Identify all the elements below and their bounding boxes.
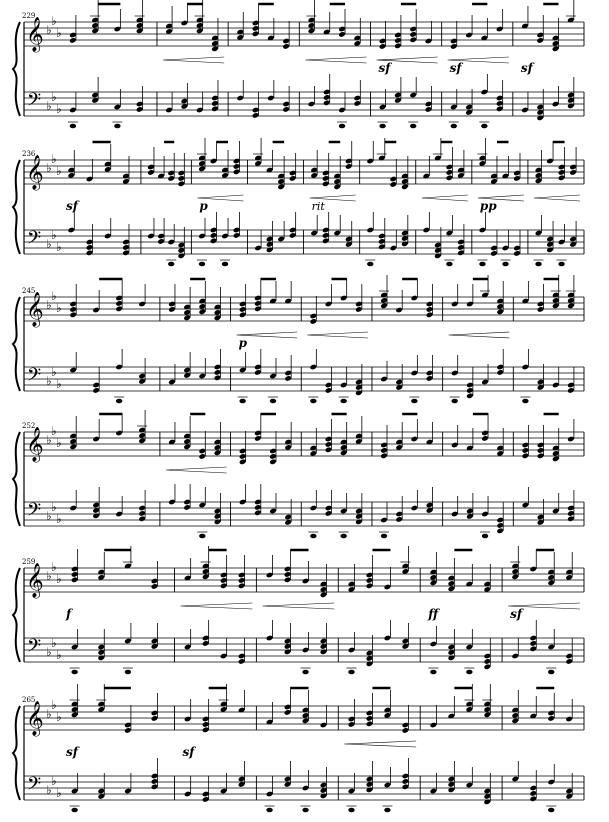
flat-icon: ♭ bbox=[56, 164, 62, 178]
note-head bbox=[384, 808, 390, 813]
measure bbox=[180, 546, 252, 665]
note-head bbox=[116, 399, 122, 404]
dynamic-marking: sf bbox=[520, 61, 533, 75]
flat-icon: ♭ bbox=[51, 424, 57, 438]
measure-number: 252 bbox=[22, 422, 36, 430]
measure bbox=[365, 138, 408, 266]
flat-icon: ♭ bbox=[46, 509, 52, 523]
hairpin bbox=[449, 332, 510, 338]
dynamic-marking: sf bbox=[378, 61, 391, 75]
bass-clef-icon: 𝄢 bbox=[27, 500, 42, 525]
flat-icon: ♭ bbox=[46, 161, 52, 175]
system-1 bbox=[13, 0, 584, 128]
flat-icon: ♭ bbox=[56, 377, 62, 391]
note-head bbox=[446, 262, 452, 267]
hairpin bbox=[305, 57, 366, 63]
treble-clef-icon: 𝄞 bbox=[26, 17, 44, 52]
measure bbox=[310, 141, 356, 248]
system-4 bbox=[13, 410, 584, 538]
flat-icon: ♭ bbox=[51, 636, 57, 650]
dynamic-marking: f bbox=[66, 607, 72, 621]
brace bbox=[13, 160, 20, 254]
dynamic-marking: p bbox=[199, 199, 208, 213]
dynamic-marking: p bbox=[238, 336, 247, 350]
note-head bbox=[199, 262, 205, 267]
measure bbox=[430, 684, 493, 805]
note-head bbox=[70, 124, 76, 129]
note-head bbox=[199, 534, 205, 539]
ritardando-marking: rit bbox=[311, 200, 325, 213]
flat-icon: ♭ bbox=[51, 14, 57, 28]
flat-icon: ♭ bbox=[56, 572, 62, 586]
note-head bbox=[114, 124, 120, 129]
flat-icon: ♭ bbox=[56, 102, 62, 116]
note-head bbox=[479, 262, 485, 267]
measure-number: 245 bbox=[22, 287, 36, 295]
flat-icon: ♭ bbox=[56, 512, 62, 526]
dynamic-marking: sf bbox=[66, 745, 78, 759]
note-head bbox=[535, 262, 541, 267]
flat-icon: ♭ bbox=[51, 500, 57, 514]
flat-icon: ♭ bbox=[46, 298, 52, 312]
note-head bbox=[451, 399, 457, 404]
system-5 bbox=[13, 546, 584, 674]
note-head bbox=[222, 262, 228, 267]
flat-icon: ♭ bbox=[56, 786, 62, 800]
flat-icon: ♭ bbox=[46, 783, 52, 797]
brace bbox=[13, 568, 20, 662]
measure bbox=[379, 275, 433, 403]
note-head bbox=[522, 399, 528, 404]
key-signature-flats bbox=[46, 560, 62, 662]
bass-clef-icon: 𝄢 bbox=[27, 636, 42, 661]
bass-staff bbox=[24, 502, 584, 526]
flat-icon: ♭ bbox=[56, 710, 62, 724]
key-signature-flats bbox=[46, 424, 62, 526]
measure bbox=[422, 138, 468, 266]
note-head bbox=[548, 808, 554, 813]
brace bbox=[13, 432, 20, 526]
flat-icon: ♭ bbox=[46, 569, 52, 583]
key-signature-flats bbox=[46, 698, 62, 800]
measure bbox=[236, 3, 289, 119]
flat-icon: ♭ bbox=[56, 301, 62, 315]
key-signature-flats bbox=[46, 152, 62, 254]
system-2 bbox=[13, 138, 584, 266]
note-head bbox=[367, 262, 373, 267]
flat-icon: ♭ bbox=[51, 365, 57, 379]
note-head bbox=[71, 808, 77, 813]
flat-icon: ♭ bbox=[56, 26, 62, 40]
note-head bbox=[548, 670, 554, 675]
note-head bbox=[430, 670, 436, 675]
hairpin bbox=[180, 603, 252, 609]
flat-icon: ♭ bbox=[51, 152, 57, 166]
note-head bbox=[310, 534, 316, 539]
hairpin bbox=[422, 195, 468, 201]
note-head bbox=[168, 262, 174, 267]
measure-number: 259 bbox=[22, 558, 36, 566]
hairpin bbox=[163, 57, 224, 63]
note-head bbox=[266, 808, 272, 813]
hairpin bbox=[262, 603, 334, 609]
brace bbox=[13, 297, 20, 391]
flat-icon: ♭ bbox=[46, 23, 52, 37]
bass-clef-icon: 𝄢 bbox=[27, 228, 42, 253]
flat-icon: ♭ bbox=[46, 707, 52, 721]
hairpin bbox=[534, 195, 580, 201]
treble-clef-icon: 𝄞 bbox=[26, 292, 44, 327]
measure bbox=[449, 275, 510, 403]
note-head bbox=[411, 399, 417, 404]
flat-icon: ♭ bbox=[46, 99, 52, 113]
measure bbox=[70, 684, 159, 812]
measure bbox=[522, 414, 575, 526]
measure bbox=[305, 0, 366, 128]
flat-icon: ♭ bbox=[46, 645, 52, 659]
measure bbox=[346, 546, 410, 674]
note-head bbox=[339, 124, 345, 129]
note-head bbox=[310, 399, 316, 404]
hairpin bbox=[166, 467, 227, 473]
flat-icon: ♭ bbox=[46, 433, 52, 447]
measure bbox=[70, 546, 159, 674]
dynamic-marking: ff bbox=[428, 607, 439, 621]
measure bbox=[68, 0, 145, 128]
flat-icon: ♭ bbox=[46, 237, 52, 251]
flat-icon: ♭ bbox=[56, 648, 62, 662]
measure-number: 236 bbox=[22, 150, 36, 158]
dynamic-marking: sf bbox=[449, 61, 462, 75]
note-head bbox=[348, 670, 354, 675]
note-head bbox=[302, 808, 308, 813]
bass-clef-icon: 𝄢 bbox=[27, 774, 42, 799]
note-head bbox=[558, 262, 564, 267]
treble-clef-icon: 𝄞 bbox=[26, 155, 44, 190]
note-head bbox=[125, 670, 131, 675]
note-head bbox=[270, 399, 276, 404]
flat-icon: ♭ bbox=[51, 698, 57, 712]
note-head bbox=[379, 124, 385, 129]
brace bbox=[13, 22, 20, 116]
dynamic-marking: sf bbox=[66, 199, 78, 213]
measure-number: 265 bbox=[22, 696, 36, 704]
note-head bbox=[340, 399, 346, 404]
brace bbox=[13, 706, 20, 800]
note-head bbox=[381, 534, 387, 539]
key-signature-flats bbox=[46, 14, 62, 116]
systems-layer bbox=[13, 0, 584, 812]
measure bbox=[168, 279, 221, 385]
measure-number: 229 bbox=[22, 12, 36, 20]
flat-icon: ♭ bbox=[51, 90, 57, 104]
note-head bbox=[466, 670, 472, 675]
system-3 bbox=[13, 275, 584, 403]
note-head bbox=[302, 670, 308, 675]
flat-icon: ♭ bbox=[46, 374, 52, 388]
flat-icon: ♭ bbox=[51, 774, 57, 788]
bass-clef-icon: 𝄢 bbox=[27, 90, 42, 115]
dynamic-marking: sf bbox=[182, 745, 195, 759]
dynamic-marking: sf bbox=[510, 607, 523, 621]
flat-icon: ♭ bbox=[51, 560, 57, 574]
treble-staff bbox=[24, 22, 584, 46]
flat-icon: ♭ bbox=[51, 289, 57, 303]
note-head bbox=[482, 534, 488, 539]
note-head bbox=[340, 534, 346, 539]
measure bbox=[239, 413, 292, 526]
treble-clef-icon: 𝄞 bbox=[26, 701, 44, 736]
dynamic-marking: pp bbox=[479, 199, 497, 213]
measure bbox=[184, 684, 246, 803]
hairpin bbox=[344, 741, 416, 747]
note-head bbox=[410, 124, 416, 129]
note-head bbox=[502, 262, 508, 267]
bass-clef-icon: 𝄢 bbox=[27, 365, 42, 390]
note-head bbox=[239, 399, 245, 404]
measure bbox=[520, 275, 576, 403]
flat-icon: ♭ bbox=[51, 228, 57, 242]
note-head bbox=[481, 124, 487, 129]
flat-icon: ♭ bbox=[56, 240, 62, 254]
treble-clef-icon: 𝄞 bbox=[26, 563, 44, 598]
note-head bbox=[451, 124, 457, 129]
key-signature-flats bbox=[46, 289, 62, 391]
measure bbox=[163, 0, 224, 113]
system-6 bbox=[13, 684, 584, 812]
hairpin bbox=[307, 332, 368, 338]
treble-clef-icon: 𝄞 bbox=[26, 427, 44, 462]
note-head bbox=[71, 670, 77, 675]
measure bbox=[69, 410, 147, 522]
note-head bbox=[348, 808, 354, 813]
flat-icon: ♭ bbox=[56, 436, 62, 450]
